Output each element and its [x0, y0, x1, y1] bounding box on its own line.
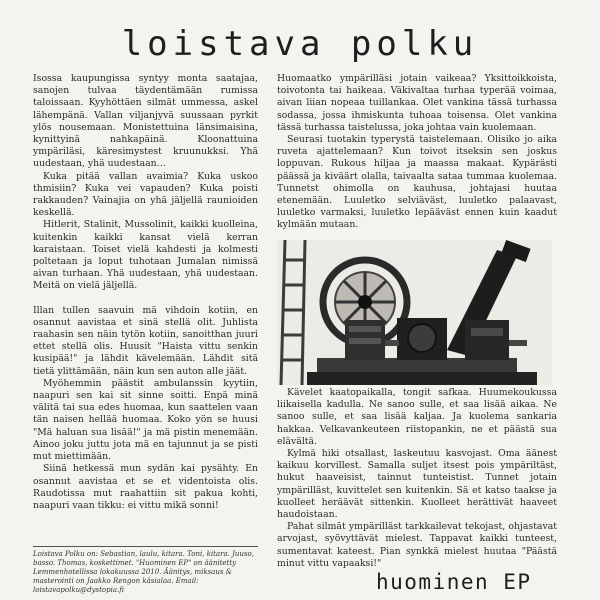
lyric-paragraph: Myöhemmin päästit ambulanssin kyytiin, naapuri sen kai sit sinne soitti. Enpä minä välitä tai sua edes huomaa, kun saattelen vaan tän naisen hellää huomaa. Koko yön se huusi "Mä haluan sua lisää!" ja mä pistin menemään. Ainoo joku juttu jota mä en tajunnut ja se pisti mut miettimään. [33, 377, 258, 463]
lyric-paragraph: Huomaatko ympärilläsi jotain vaikeaa? Yksittoikkoista, toivotonta tai haikeaa. Väkivaltaa turhaa typerää voimaa, aivan liian nopeaa tuillankaa. Olet vankina tässä turhassa sodassa, jossa ihmiskunta tuhoaa toisensa. Olet vankina tässä turhassa taistelussa, joka johtaa vain kuolemaan. [277, 73, 557, 133]
lyrics-right-column [277, 73, 557, 232]
machine-photo-icon [277, 240, 552, 385]
lyrics-left-column [33, 73, 258, 512]
lyric-paragraph: Kävelet kaatopaikalla, tongit safkaa. Huumekoukussa liikaisella kadulla. Ne sanoo sulle, et saa lisää aikaa. Ne sanoo sulle, et saa lisää kaljaa. Ja kuolema sankaria hakkaa. Velkavankeuteen riistopankin, ne et päästä sua elävältä. [277, 387, 557, 447]
lyric-paragraph: Isossa kaupungissa syntyy monta saatajaa, sanojen tulvaa täydentämään rumissa taloissaan. Kyyhöttäen silmät ummessa, askel lähempänä. Vallan viljanjyvä suussaan pyrkit ylös nousemaan. Monistettuina länsimaisina, kynittyinä nahkapäinä. Kloonattuina ympäriläsi, käresimystest kruunukksi. Yhä uudestaan, yhä uudestaan… [33, 73, 258, 170]
stanza-gap [33, 293, 258, 305]
lyric-paragraph: Kylmä hiki otsallast, laskeutuu kasvojast. Oma äänest kaikuu korvillest. Samalla suljet itsest pois ympäriltäst, hukut haaveisist, tainnut tunteistist. Tunnet jotain ympärilläst, kuvittelet sen kuitenkin. Sä et katso taakse ja kuolleet heräävät sittenkin. Kuolleet herättivät haaveet haudoistaan. [277, 448, 557, 521]
lyric-paragraph: Kuka pitää vallan avaimia? Kuka uskoo thmisiin? Kuka vei vapauden? Kuka poisti rakkauden? Vainajia on yhä jäljellä raunioiden keskellä. [33, 170, 258, 219]
credits-divider [33, 546, 258, 547]
release-title: huominen EP [376, 570, 532, 594]
lyric-paragraph: Seurasi tuotakin typerystä taistelemaan. Olisiko jo aika ruveta ajattelemaan? Kun toivot itseksin sen joskus loppuvan. Rukous hiljaa ja maassa makaat. Kypärästi päässä ja kiväärt olalla, taivaalta sataa tummaa kuolemaa. Tunnetst ohimolla on kauhusa, johtajasi huutaa etenemään. Luuletko selviäväst, luuletko palaavast, luuletko varmaksi, luuletko lepääväst ennen kuin kaadut kylmään mutaan. [277, 134, 557, 231]
lyric-paragraph: Illan tullen saavuin mä vihdoin kotiin, en osannut aavistaa et sinä stellä olit. Juhlista raahasin sen näin tytön kotiin, sanoitthan juuri ettet stellä olis. Huusit "Haista vittu senkin kusipää!" ja lähdit kävelemään. Lähdit sitä tietä ylittämään, näin kun sen auton alle jäät. [33, 304, 258, 377]
lyric-paragraph: Hitlerit, Stalinit, Mussolinit, kaikki kuolleina, kuitenkin kaikki kansat vielä kerran karaistaan. Toiset vielä kahdesti ja kolmesti poltetaan ja loput tuhotaan Jumalan nimissä aivan turhaan. Yhä uudestaan, yhä uudestaan. Meitä on vielä jäljellä. [33, 219, 258, 292]
band-credits: Loistava Polku on: Sebastian, laulu, kitara. Toni, kitara. Juuso, basso. Thomas, koskettimet. "Huominen EP" on äänitetty Lemmenhotellissa lokakuussa 2010. Äänitys, miksaus & masterointi on Jaakko Rengon käsialaa. Email: loistavapolku@dystopia.fi [33, 550, 254, 594]
page-title: loistava polku [121, 24, 479, 64]
lyrics-right-lower [277, 387, 557, 570]
lyric-paragraph: Siinä hetkessä mun sydän kai pysähty. En osannut aavistaa et se et videntoista olis. Raudotissa mut raahattiin sit pakua kohti, naapuri vaan tikku: ei vittu mikä sonni! [33, 463, 258, 511]
machine-photo [277, 240, 552, 385]
lyric-paragraph: Pahat silmät ympärilläst tarkkailevat tekojast, ohjastavat arvojast, syövyttävät mielest. Tappavat kaikki tunteest, sumentavat kateest. Pian synkkä mielest huutaa "Päästä minut vittu vapaaksi!" [277, 521, 557, 569]
